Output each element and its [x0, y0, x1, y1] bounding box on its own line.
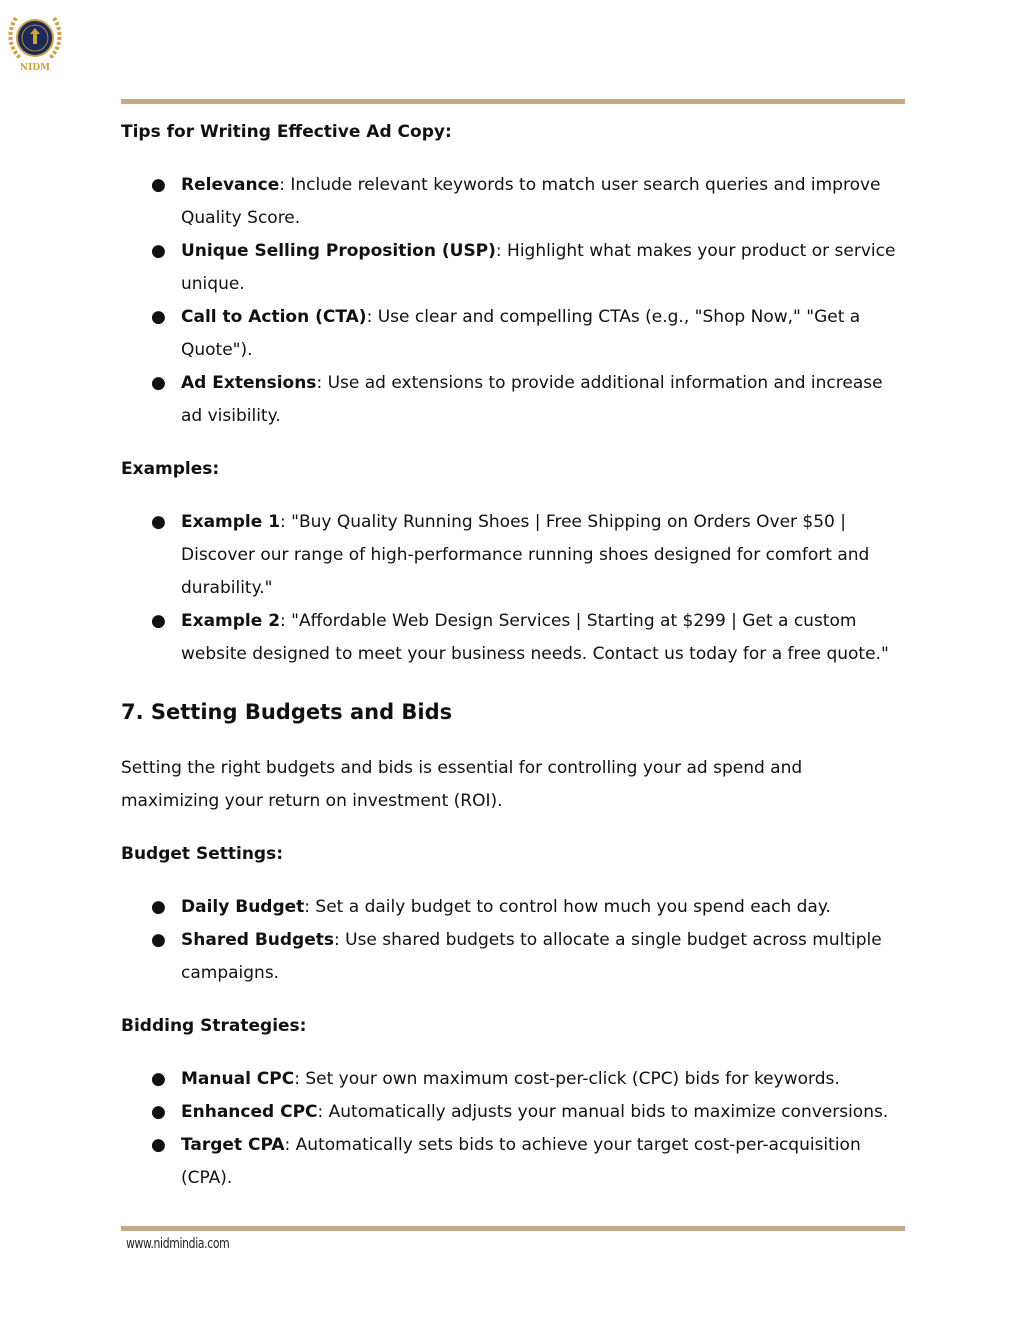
list-item: ● Target CPA: Automatically sets bids to achieve your target cost-per-acquisition (CPA).: [121, 1129, 905, 1195]
list-item: ● Ad Extensions: Use ad extensions to provide additional information and increase ad visibility.: [121, 367, 905, 433]
list-item: ● Unique Selling Proposition (USP): Highlight what makes your product or service unique.: [121, 235, 905, 301]
bullet-icon: ●: [151, 512, 166, 532]
list-item: ● Enhanced CPC: Automatically adjusts your manual bids to maximize conversions.: [121, 1096, 905, 1129]
bullet-icon: ●: [151, 307, 166, 327]
nidm-logo: [6, 8, 64, 72]
tips-list: [121, 169, 905, 433]
bullet-icon: ●: [151, 1102, 166, 1122]
footer-website-link[interactable]: www.nidmindia.com: [126, 1236, 230, 1252]
bidding-heading: Bidding Strategies:: [121, 1016, 307, 1036]
section-intro: Setting the right budgets and bids is essential for controlling your ad spend and maximizing your return on investment (ROI).: [121, 758, 803, 811]
budget-settings-list: [121, 891, 905, 990]
list-item: ● Manual CPC: Set your own maximum cost-per-click (CPC) bids for keywords.: [121, 1063, 905, 1096]
examples-list: [121, 506, 905, 671]
bullet-icon: ●: [151, 1135, 166, 1155]
footer-divider: [121, 1226, 905, 1231]
section-title: 7. Setting Budgets and Bids: [121, 700, 453, 724]
page-content: [121, 116, 905, 1195]
list-item: ● Shared Budgets: Use shared budgets to allocate a single budget across multiple campaigns.: [121, 924, 905, 990]
budget-settings-heading: Budget Settings:: [121, 844, 284, 864]
bullet-icon: ●: [151, 373, 166, 393]
bullet-icon: ●: [151, 897, 166, 917]
logo-text: NIDM: [19, 63, 51, 72]
bullet-icon: ●: [151, 1069, 166, 1089]
list-item: ● Example 1: "Buy Quality Running Shoes | Free Shipping on Orders Over $50 | Discover our range of high-performance running shoes designed for comfort and durability.": [121, 506, 905, 605]
bullet-icon: ●: [151, 930, 166, 950]
bullet-icon: ●: [151, 175, 166, 195]
list-item: ● Daily Budget: Set a daily budget to control how much you spend each day.: [121, 891, 905, 924]
bidding-list: [121, 1063, 905, 1195]
list-item: ● Relevance: Include relevant keywords to match user search queries and improve Quality Score.: [121, 169, 905, 235]
bullet-icon: ●: [151, 241, 166, 261]
list-item: ● Example 2: "Affordable Web Design Services | Starting at $299 | Get a custom website designed to meet your business needs. Contact us today for a free quote.": [121, 605, 905, 671]
bullet-icon: ●: [151, 611, 166, 631]
examples-heading: Examples:: [121, 459, 220, 479]
header-divider: [121, 99, 905, 104]
list-item: ● Call to Action (CTA): Use clear and compelling CTAs (e.g., "Shop Now," "Get a Quote").: [121, 301, 905, 367]
tips-heading: Tips for Writing Effective Ad Copy:: [121, 122, 452, 142]
